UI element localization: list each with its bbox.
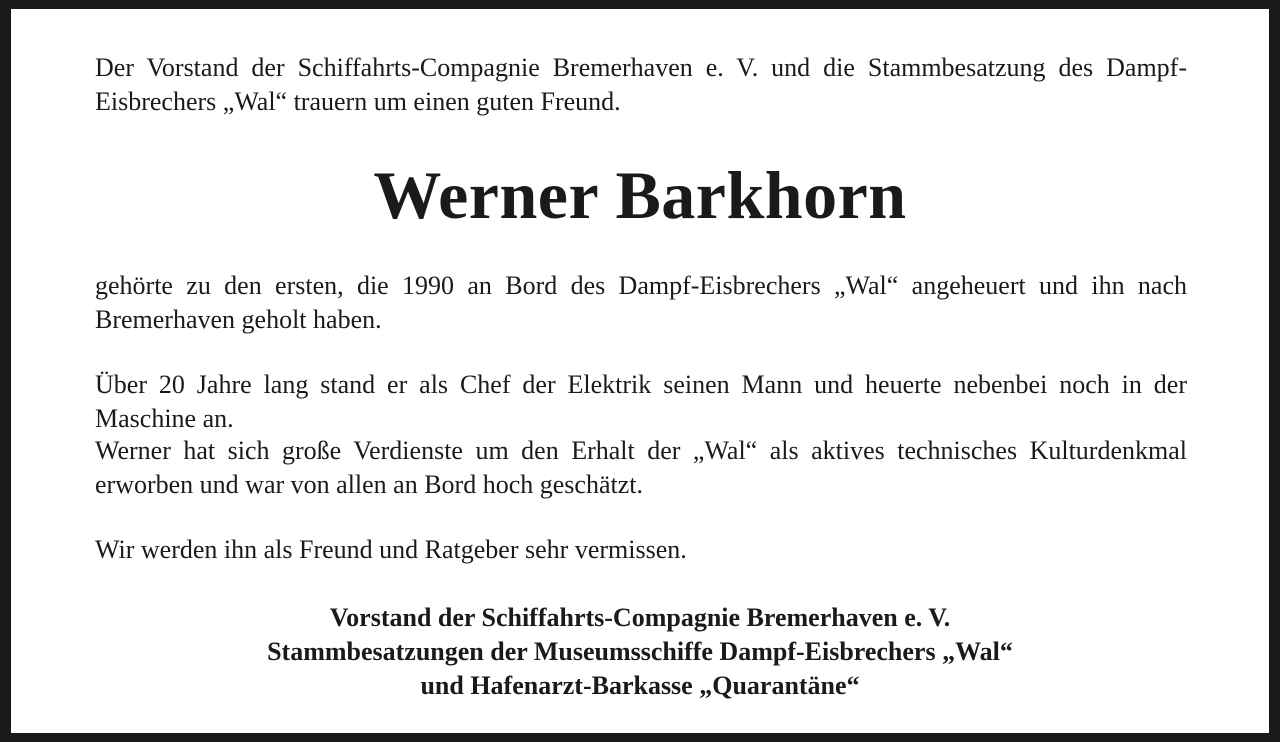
signature-line-board: Vorstand der Schiffahrts-Compagnie Bremerhaven e. V. [329,603,951,632]
paragraph-membership: gehörte zu den ersten, die 1990 an Bord des Dampf-Eisbrechers „Wal“ angeheuert und ihn nach Bremerhaven geholt haben. [95,271,1187,334]
deceased-name: Werner Barkhorn [373,157,907,233]
paragraph-merits: Werner hat sich große Verdienste um den Erhalt der „Wal“ als aktives technisches Kulturdenkmal erworben und war von allen an Bord hoch geschätzt. [95,436,1187,499]
signature-line-launch: und Hafenarzt-Barkasse „Quarantäne“ [420,671,860,700]
paragraph-career: Über 20 Jahre lang stand er als Chef der Elektrik seinen Mann und heuerte nebenbei noch in der Maschine an. [95,370,1187,433]
signature-line-crews: Stammbesatzungen der Museumsschiffe Dampf-Eisbrechers „Wal“ [267,637,1013,666]
paragraph-farewell: Wir werden ihn als Freund und Ratgeber sehr vermissen. [95,535,687,564]
signature-block [11,601,1269,703]
intro-text: Der Vorstand der Schiffahrts-Compagnie Bremerhaven e. V. und die Stammbesatzung des Dampf-Eisbrechers „Wal“ trauern um einen guten Freund. [95,53,1187,116]
